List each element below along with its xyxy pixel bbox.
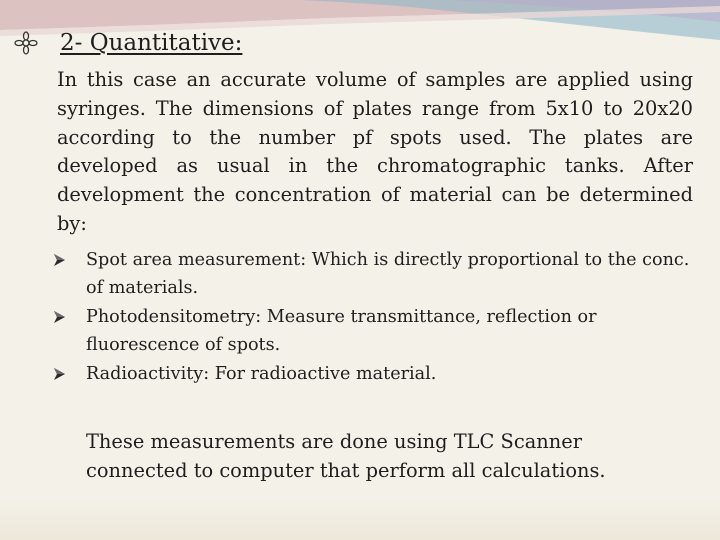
list-item xyxy=(52,303,692,359)
list-item xyxy=(52,246,692,302)
flower-bullet-icon xyxy=(14,31,38,55)
bottom-fade xyxy=(0,500,720,540)
bullet-text: Spot area measurement: Which is directly proportional to the conc. of materials. xyxy=(86,250,690,298)
bullet-list xyxy=(52,246,692,389)
slide-title: 2- Quantitative: xyxy=(60,30,243,56)
arrow-bullet-icon xyxy=(52,367,66,381)
list-item xyxy=(52,360,692,388)
closing-paragraph: These measurements are done using TLC Scanner connected to computer that perform all calculations. xyxy=(86,430,606,482)
title-row xyxy=(14,26,242,60)
bullet-text: Radioactivity: For radioactive material. xyxy=(86,364,437,384)
arrow-bullet-icon xyxy=(52,310,66,324)
arrow-bullet-icon xyxy=(52,253,66,267)
intro-paragraph: In this case an accurate volume of samples are applied using syringes. The dimensions of plates range from 5x10 to 20x20 according to the number pf spots used. The plates are developed as usual in the chromatographic tanks. After development the concentration of material can be determined by: xyxy=(57,68,693,235)
bullet-text: Photodensitometry: Measure transmittance, reflection or fluorescence of spots. xyxy=(86,307,597,355)
